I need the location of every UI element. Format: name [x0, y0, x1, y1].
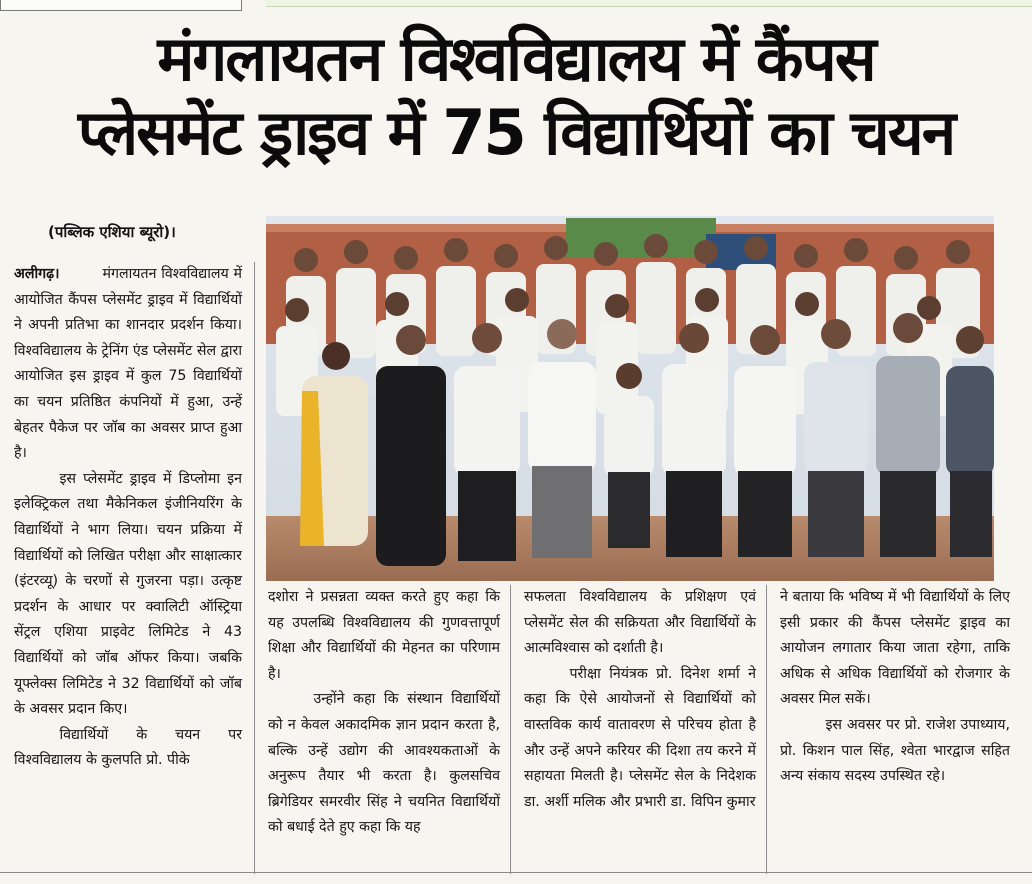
article-column-4 — [780, 585, 1010, 790]
paragraph: मंगलायतन विश्वविद्यालय में आयोजित कैंपस प्लेसमेंट ड्राइव में विद्यार्थियों ने अपनी प्रतिभा का शानदार प्रदर्शन किया। विश्वविद्यालय के ट्रेनिंग एंड प्लेसमेंट सेल द्वारा आयोजित इस ड्राइव में कुल 75 विद्यार्थियों का चयन प्रतिष्ठित कंपनियों में हुआ, उन्हें बेहतर पैकेज पर जॉब का अवसर प्राप्त हुआ है। — [14, 266, 242, 462]
paragraph: इस प्लेसमेंट ड्राइव में डिप्लोमा इन इलेक्ट्रिकल तथा मैकेनिकल इंजीनियरिंग के विद्यार्थियों ने भाग लिया। चयन प्रक्रिया में विद्यार्थियों को लिखित परीक्षा और साक्षात्कार (इंटरव्यू) के चरणों से गुजरना पड़ा। उत्कृष्ट प्रदर्शन के आधार पर क्वालिटी ऑस्ट्रिया सेंट्रल एशिया प्राइवेट लिमिटेड ने 43 विद्यार्थियों को जॉब ऑफर किया। जबकि यूफ्लेक्स लिमिटेड ने 32 विद्यार्थियों को जॉब के अवसर प्रदान किए। — [14, 470, 242, 718]
article-column-1 — [14, 262, 242, 774]
headline — [0, 22, 1032, 170]
byline: (पब्लिक एशिया ब्यूरो)। — [48, 223, 176, 241]
paragraph: दशोरा ने प्रसन्नता व्यक्त करते हुए कहा कि यह उपलब्धि विश्वविद्यालय की गुणवत्तापूर्ण शिक्षा और विद्यार्थियों की मेहनत का परिणाम है। — [268, 589, 500, 682]
article-column-2 — [268, 585, 500, 841]
dateline: अलीगढ़। — [14, 266, 60, 282]
previous-article-box — [0, 0, 242, 11]
group-photo-illustration — [266, 216, 994, 581]
paragraph: ने बताया कि भविष्य में भी विद्यार्थियों के लिए इसी प्रकार की कैंपस प्लेसमेंट ड्राइव का आयोजन लगातार किया जाता रहेगा, ताकि अधिक से अधिक विद्यार्थियों को रोजगार के अवसर मिल सकें। — [780, 589, 1010, 708]
column-rule-2 — [510, 585, 511, 874]
paragraph: इस अवसर पर प्रो. राजेश उपाध्याय, प्रो. किशन पाल सिंह, श्वेता भारद्वाज सहित अन्य संकाय सदस्य उपस्थित रहे। — [780, 716, 1010, 785]
bottom-rule — [0, 872, 1032, 873]
column-rule-3 — [766, 585, 767, 874]
headline-line-1: मंगलायतन विश्वविद्यालय में कैंपस — [157, 22, 875, 95]
paragraph: परीक्षा नियंत्रक प्रो. दिनेश शर्मा ने कहा कि ऐसे आयोजनों से विद्यार्थियों को वास्तविक कार्य वातावरण से परिचय होता है और उन्हें अपने करियर की दिशा तय करने में सहायता मिलती है। प्लेसमेंट सेल के निदेशक डा. अर्शी मलिक और प्रभारी डा. विपिन कुमार — [524, 665, 756, 810]
group-photo — [266, 216, 994, 581]
previous-article-fragment — [266, 0, 1032, 7]
headline-line-2: प्लेसमेंट ड्राइव में 75 विद्यार्थियों का चयन — [77, 96, 955, 169]
column-rule-1 — [254, 262, 255, 874]
paragraph: उन्होंने कहा कि संस्थान विद्यार्थियों को न केवल अकादमिक ज्ञान प्रदान करता है, बल्कि उन्हें उद्योग की आवश्यकताओं के अनुरूप तैयार भी करता है। कुलसचिव ब्रिगेडियर समरवीर सिंह ने चयनित विद्यार्थियों को बधाई देते हुए कहा कि यह — [268, 691, 500, 836]
paragraph: विद्यार्थियों के चयन पर विश्वविद्यालय के कुलपति प्रो. पीके — [14, 726, 242, 769]
article-column-3 — [524, 585, 756, 815]
paragraph: सफलता विश्वविद्यालय के प्रशिक्षण एवं प्लेसमेंट सेल की सक्रियता और विद्यार्थियों के आत्मविश्वास को दर्शाती है। — [524, 589, 756, 657]
next-article-fragment — [266, 874, 1032, 884]
